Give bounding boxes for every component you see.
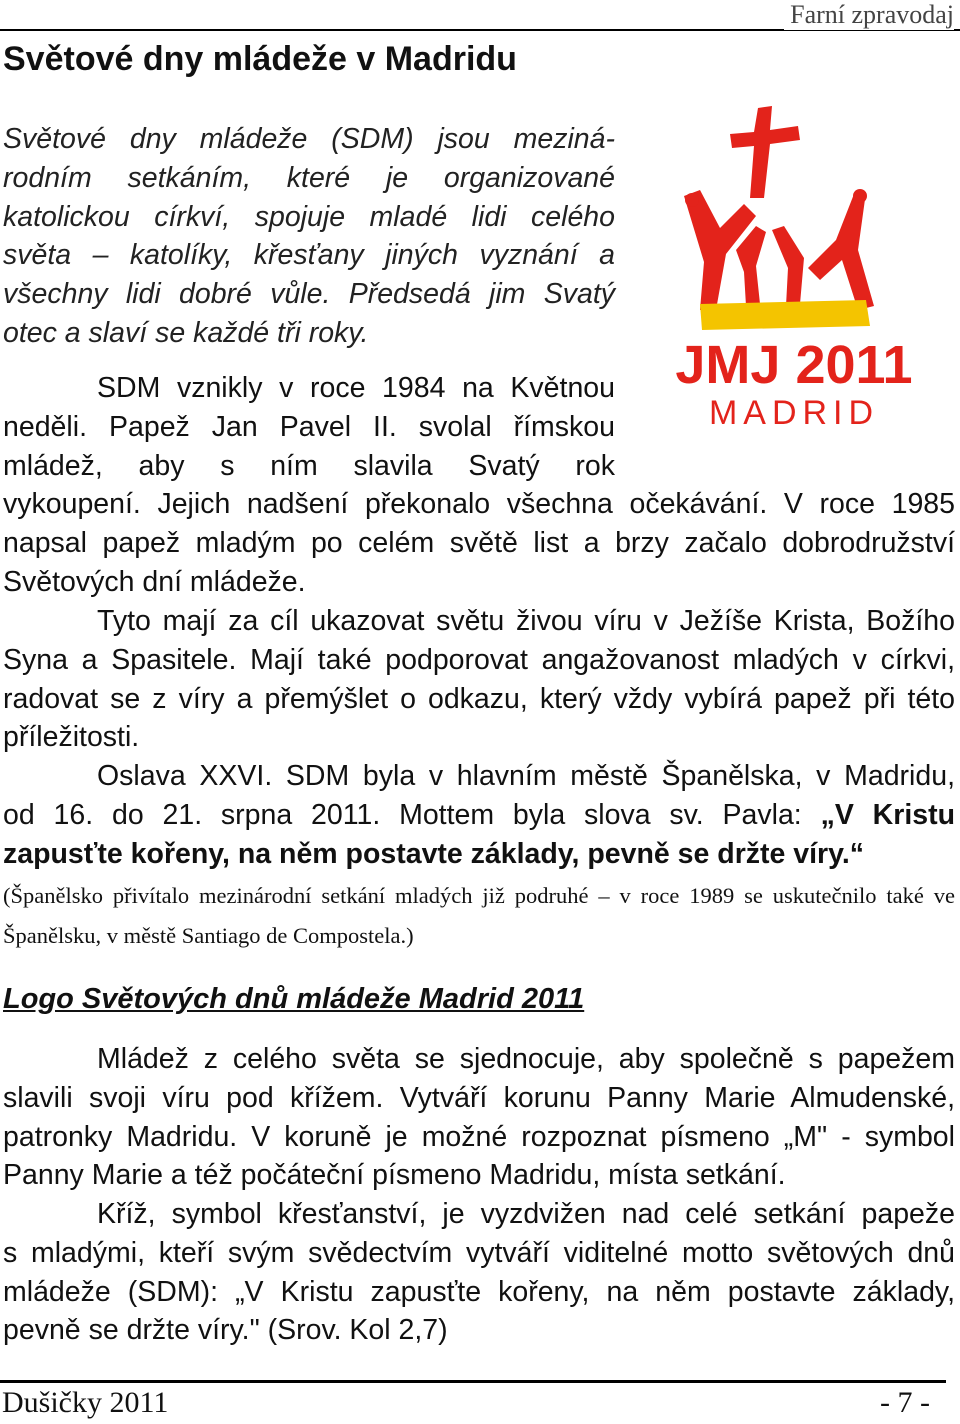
motto-line [3,835,955,874]
celebration-paragraph [3,757,955,873]
goals-line: Syna a Spasitele. Mají také podporovat angažovanost mladých v církvi, [3,643,955,676]
history-line: vykoupení. Jejich nadšení překonalo všechna očekávání. V roce 1985 [3,488,955,520]
goals-line: Tyto mají za cíl ukazovat světu živou víru v Ježíše Krista, Božího [97,605,955,637]
intro-line: Světové dny mládeže (SDM) jsou meziná- [3,123,615,155]
intro-line: všechny lidi dobré vůle. Předsedá jim Svatý [3,278,615,311]
intro-line: katolickou církví, spojuje mladé lidi celého [3,200,615,233]
logo-p1-line: slavili svoji víru pod křížem. Vytváří korunu Panny Marie Almudenské, [3,1081,955,1114]
motto-start: „V Kristu [820,798,955,831]
intro-line: otec a slaví se každé tři roky. [3,316,369,349]
footer-rule [0,1380,946,1383]
logo-paragraph-1 [3,1040,955,1195]
history-paragraph-wide [3,485,955,601]
history-line: napsal papež mladým po celém světě list a brzy začalo dobrodružství [3,526,955,559]
logo-p2-line: Kříž, symbol křesťanství, je vyzdvižen nad celé setkání papeže [97,1198,955,1230]
goals-paragraph [3,602,955,757]
history-line: mládež, aby s ním slavila Svatý rok [3,449,615,482]
logo-text-madrid: MADRID [708,394,880,432]
celebration-line: Oslava XXVI. SDM byla v hlavním městě Španělska, v Madridu, [97,760,955,792]
celebration-line [3,796,955,835]
goals-line: příležitosti. [3,721,140,754]
goals-line: radovat se z víry a přemýšlet o odkazu, který vždy vybírá papež při této [3,682,955,715]
logo-head [853,189,867,203]
history-paragraph-narrow [3,369,615,485]
logo-p2-line: mládeže (SDM): „V Kristu zapusťte kořeny, na něm postavte základy, [3,1275,955,1308]
page-number: - 7 - [880,1386,930,1419]
logo-p2-line: pevně se držte víry." (Srov. Kol 2,7) [3,1314,448,1347]
logo-p1-line: patronky Madridu. V koruně je možné rozpoznat písmeno „M" - symbol [3,1120,955,1153]
logo-head [685,193,699,207]
intro-paragraph [3,120,615,353]
logo-figure-right [808,192,874,310]
logo-p2-line: s mladými, kteří svým svědectvím vytváří viditelné motto světových dnů [3,1236,955,1269]
historical-note: (Španělsko přivítalo mezinárodní setkání mladých již podruhé – v roce 1989 se uskutečnilo také ve Španělsku, v městě Santiago de Compostela.) [3,883,955,948]
logo-paragraph-2 [3,1195,955,1350]
history-line: Světových dní mládeže. [3,565,306,598]
logo-p1-line: Mládež z celého světa se sjednocuje, aby společně s papežem [97,1043,955,1075]
jmj-madrid-logo [660,100,930,440]
logo-figure-mid-left [736,226,766,306]
logo-text-jmj: JMJ 2011 [675,335,913,395]
logo-section-heading: Logo Světových dnů mládeže Madrid 2011 [3,983,585,1015]
celebration-text: od 16. do 21. srpna 2011. Mottem byla slova sv. Pavla: [3,798,802,831]
footer-issue: Dušičky 2011 [2,1386,169,1419]
newsletter-title: Farní zpravodaj [784,0,954,30]
logo-cross [730,106,800,198]
logo-crown-base [700,300,870,330]
history-line: neděli. Papež Jan Pavel II. svolal římskou [3,410,615,443]
logo-figure-mid-right [772,226,804,306]
intro-line: rodním setkáním, které je organizované [3,161,615,194]
article-title: Světové dny mládeže v Madridu [3,40,517,78]
intro-line: světa – katolíky, křesťany jiných vyznání a [3,239,615,272]
history-line: SDM vznikly v roce 1984 na Květnou [97,372,615,404]
motto-text: zapusťte kořeny, na něm postavte základy, pevně se držte víry.“ [3,837,865,870]
logo-p1-line: Panny Marie a též počáteční písmeno Madridu, místa setkání. [3,1159,786,1192]
